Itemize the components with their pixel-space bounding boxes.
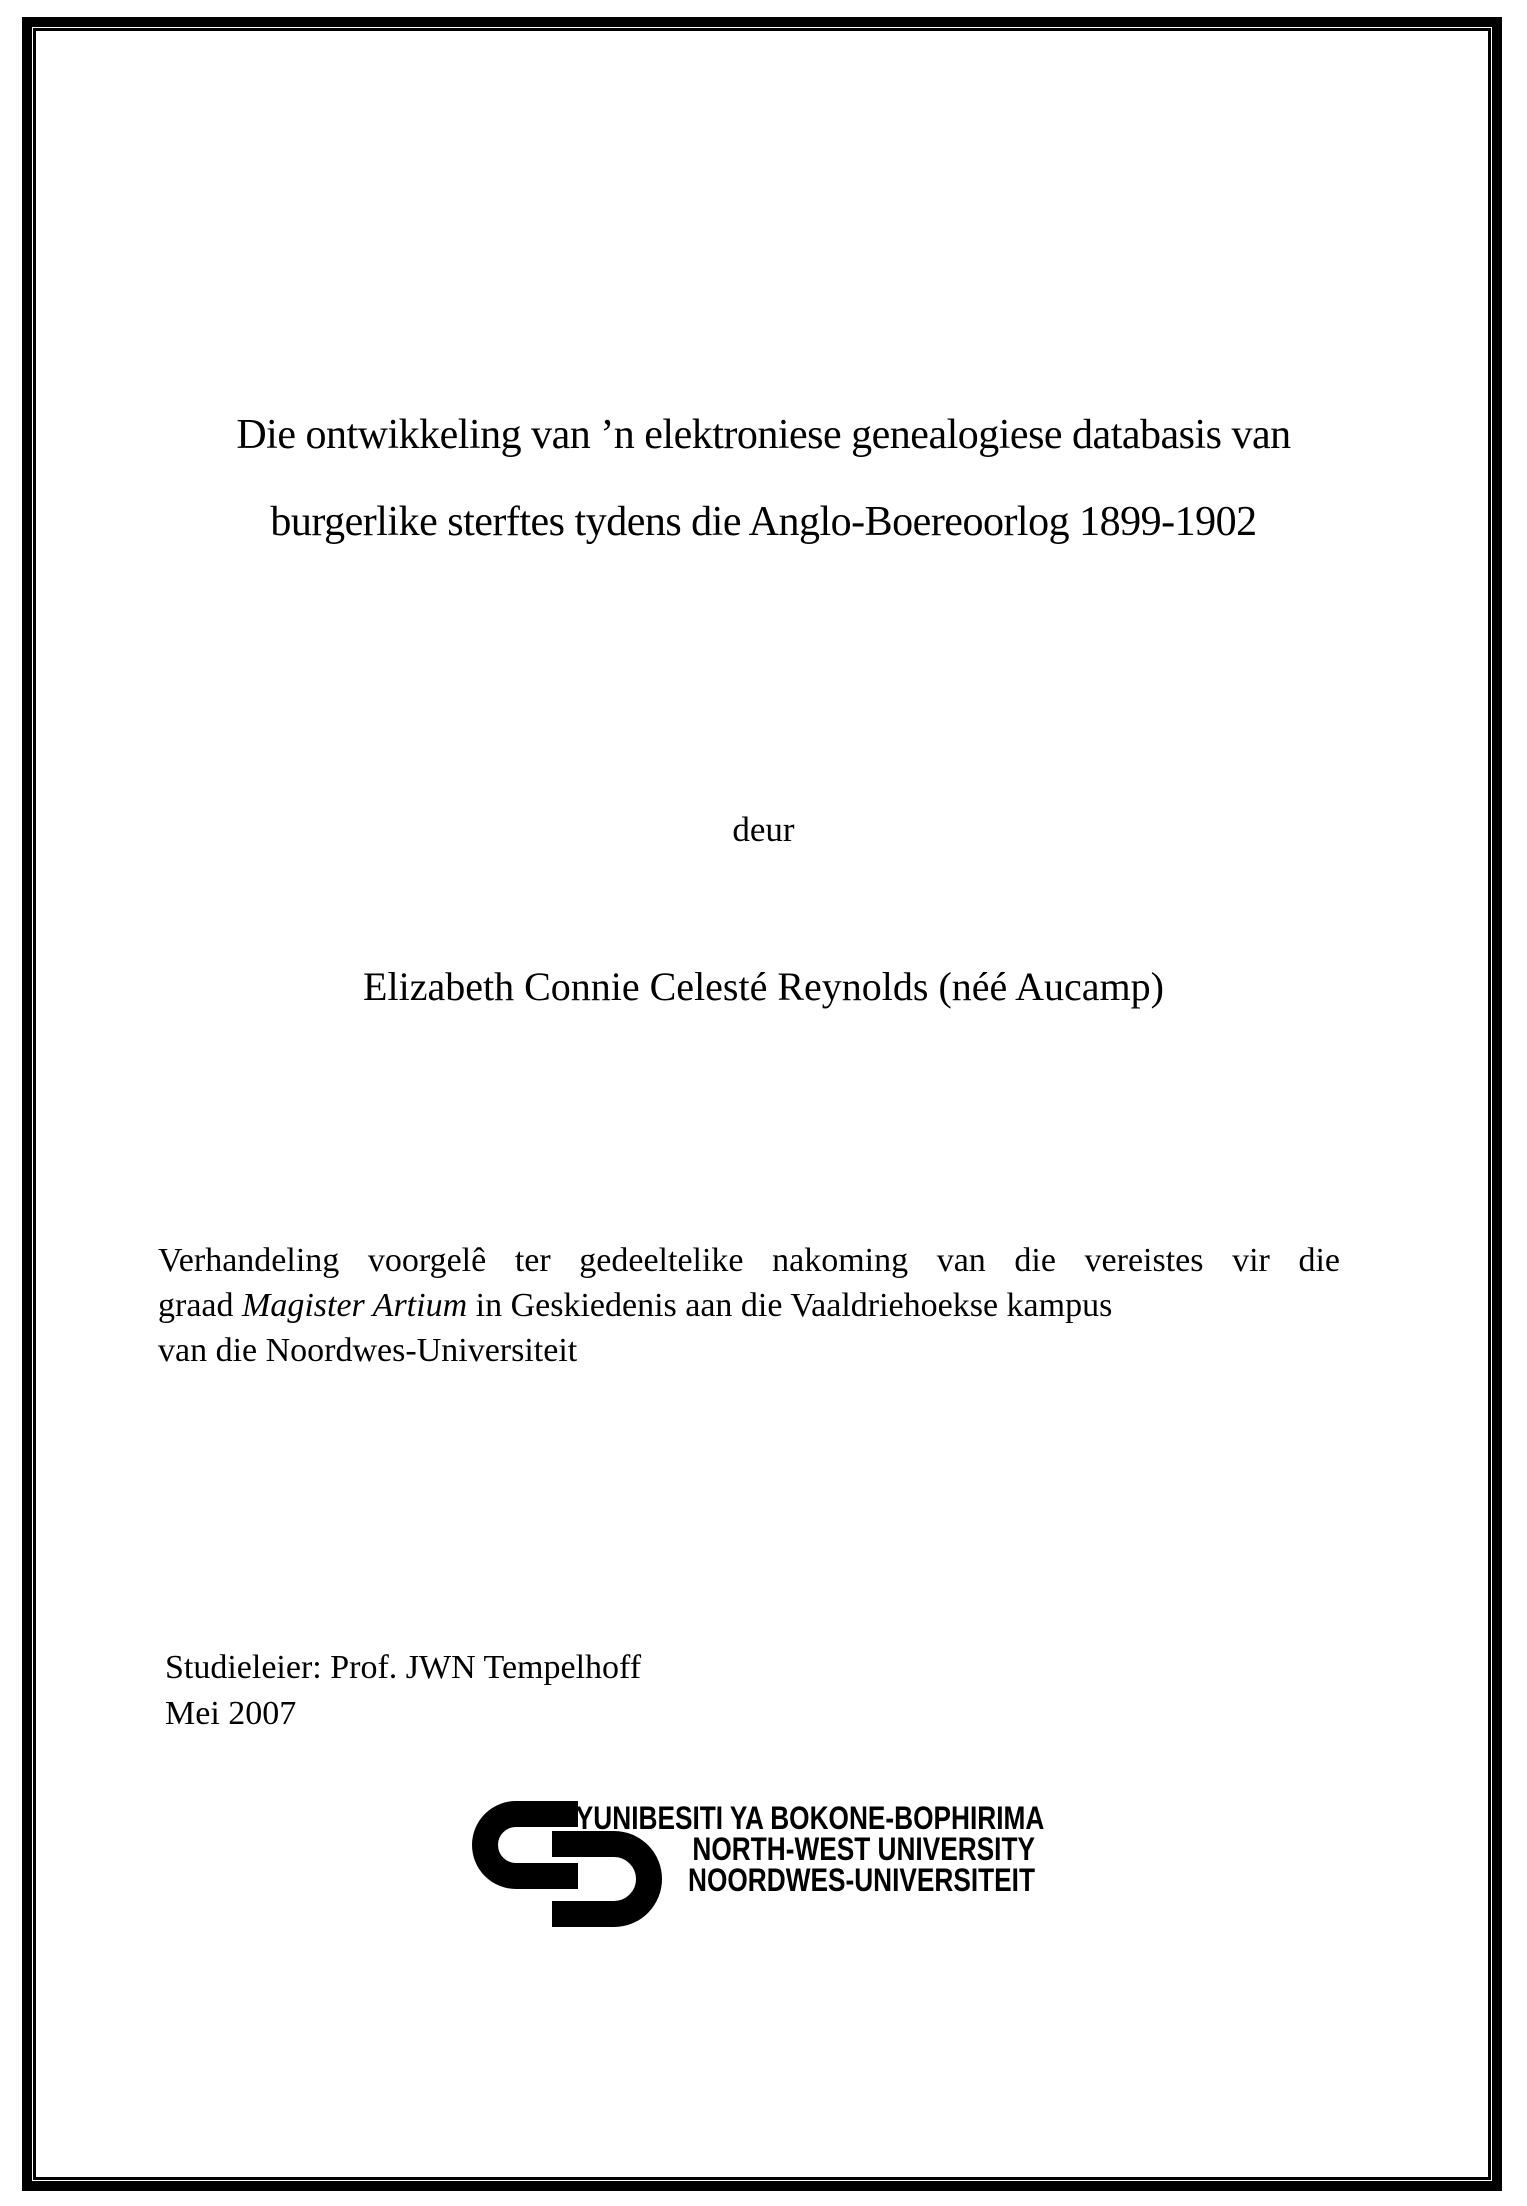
author-name: Elizabeth Connie Celesté Reynolds (néé Aucamp)	[363, 964, 1164, 1009]
title-line-1: Die ontwikkeling van ’n elektroniese genealogiese databasis van	[236, 412, 1291, 458]
submission-line-3: van die Noordwes-Universiteit	[158, 1332, 578, 1369]
supervisor-line: Studieleier: Prof. JWN Tempelhoff	[165, 1649, 642, 1686]
submission-statement	[158, 1238, 1340, 1373]
submission-line-2-post: in Geskiedenis aan die Vaaldriehoekse kampus	[467, 1287, 1113, 1324]
submission-line-1: Verhandeling voorgelê ter gedeeltelike nakoming van die vereistes vir die	[158, 1242, 1340, 1279]
university-name-afrikaans: NOORDWES-UNIVERSITEIT	[688, 1862, 1035, 1898]
degree-name: Magister Artium	[242, 1287, 468, 1324]
title-line-2: burgerlike sterftes tydens die Anglo-Boereoorlog 1899-1902	[270, 499, 1257, 545]
thesis-title	[60, 392, 1467, 566]
university-name-setswana: YUNIBESITI YA BOKONE-BOPHIRIMA	[575, 1800, 1045, 1836]
byline-label: deur	[732, 810, 795, 849]
date-line: Mei 2007	[165, 1695, 297, 1732]
university-name-english: NORTH-WEST UNIVERSITY	[692, 1831, 1035, 1867]
submission-line-2-pre: graad	[158, 1287, 243, 1324]
university-name-block	[575, 1800, 1045, 1898]
submission-line-2	[158, 1283, 1340, 1328]
supervisor-block	[165, 1645, 641, 1737]
